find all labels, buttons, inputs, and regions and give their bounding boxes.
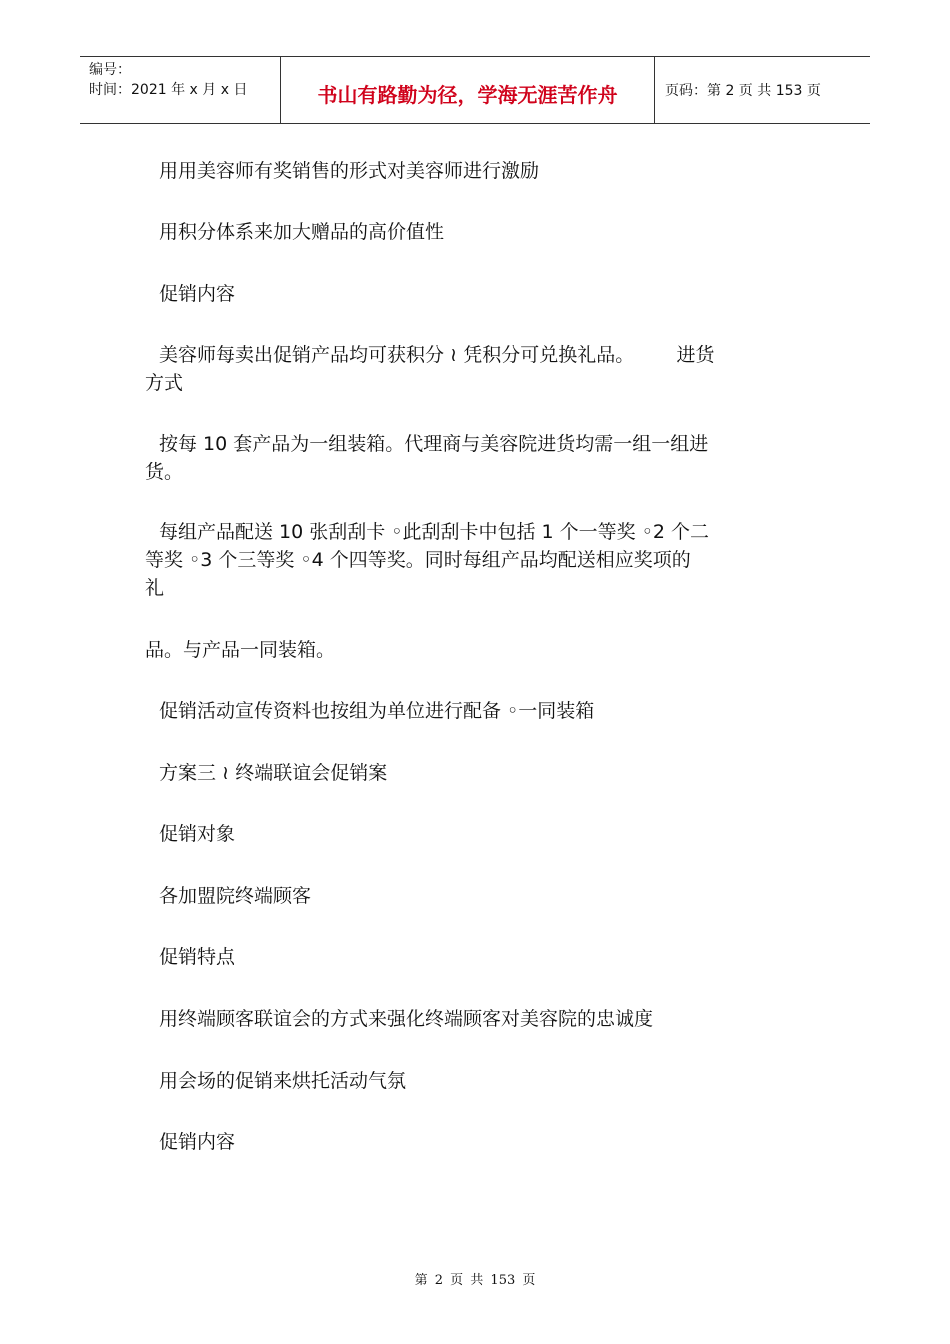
paragraph: 促销活动宣传资料也按组为单位进行配备 ◦一同装箱 bbox=[159, 700, 595, 722]
paragraph: 促销特点 bbox=[159, 946, 236, 968]
paragraph: 促销内容 bbox=[159, 1131, 236, 1153]
header-motto: 书山有路勤为径，学海无涯苦作舟 bbox=[281, 57, 655, 123]
paragraph: 每组产品配送 10 张刮刮卡 ◦此刮刮卡中包括 1 个一等奖 ◦2 个二 bbox=[159, 521, 710, 543]
paragraph: 各加盟院终端顾客 bbox=[159, 885, 312, 907]
paragraph: 美容师每卖出促销产品均可获积分 ≀ 凭积分可兑换礼品。 进货 bbox=[159, 344, 715, 366]
paragraph: 等奖 ◦3 个三等奖 ◦4 个四等奖。同时每组产品均配送相应奖项的 bbox=[145, 549, 691, 571]
paragraph: 方案三 ≀ 终端联谊会促销案 bbox=[159, 762, 388, 784]
page-footer: 第 2 页 共 153 页 bbox=[414, 1273, 536, 1288]
paragraph: 按每 10 套产品为一组装箱。代理商与美容院进货均需一组一组进 bbox=[159, 433, 709, 455]
paragraph: 用积分体系来加大赠品的高价值性 bbox=[159, 221, 445, 243]
paragraph: 品。与产品一同装箱。 bbox=[145, 639, 336, 661]
paragraph: 货。 bbox=[145, 461, 184, 483]
paragraph: 用会场的促销来烘托活动气氛 bbox=[159, 1070, 407, 1092]
header-page-info: 页码：第 2 页 共 153 页 bbox=[665, 83, 821, 99]
document-time-label: 时间：2021 年 x 月 x 日 bbox=[89, 82, 248, 98]
paragraph: 促销对象 bbox=[159, 823, 236, 845]
paragraph: 方式 bbox=[145, 372, 184, 394]
page-header bbox=[80, 56, 870, 124]
paragraph: 用用美容师有奖销售的形式对美容师进行激励 bbox=[159, 160, 540, 182]
paragraph: 礼 bbox=[145, 577, 165, 599]
document-number-label: 编号： bbox=[89, 62, 131, 78]
paragraph: 促销内容 bbox=[159, 283, 236, 305]
paragraph: 用终端顾客联谊会的方式来强化终端顾客对美容院的忠诚度 bbox=[159, 1008, 654, 1030]
header-meta bbox=[80, 57, 281, 123]
